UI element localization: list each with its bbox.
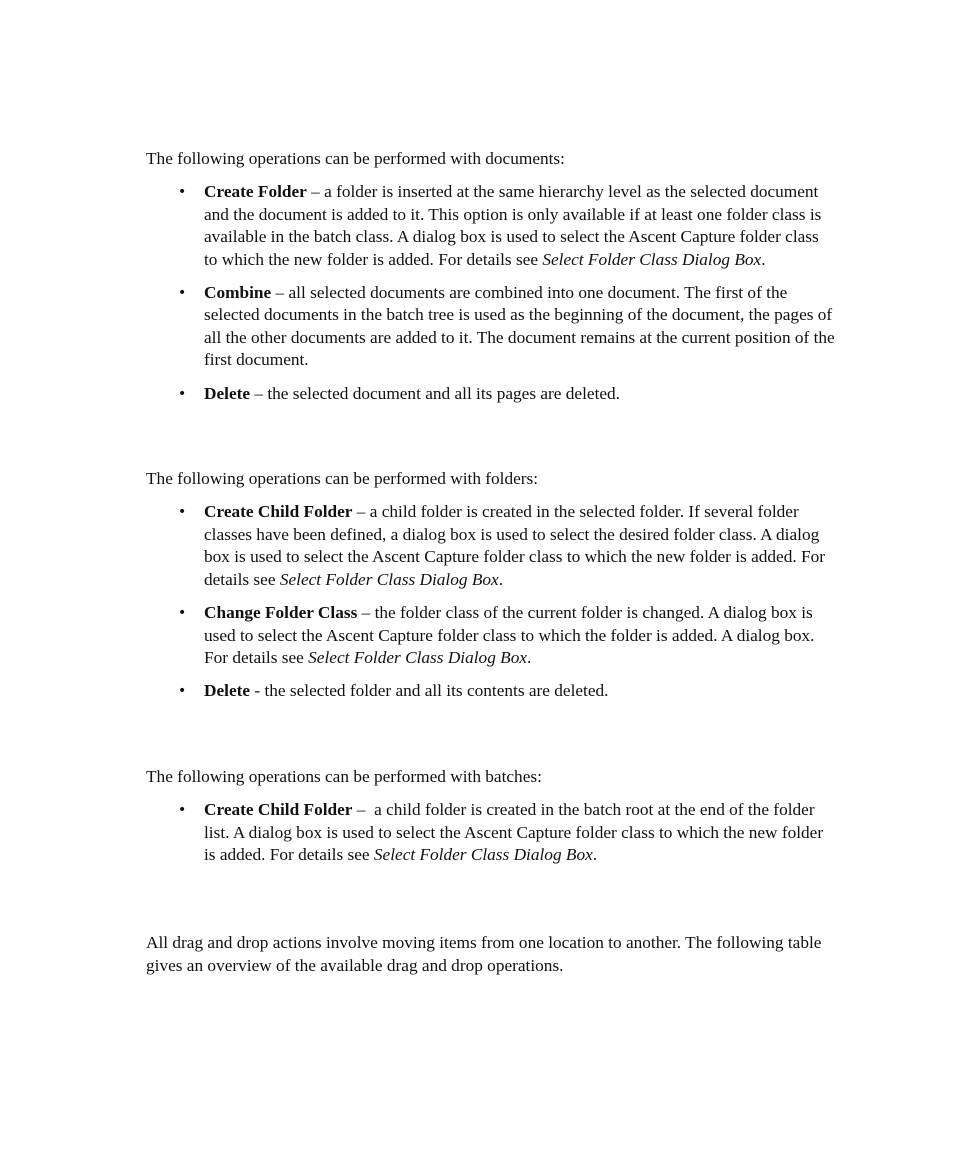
folders-intro: The following operations can be performed with folders: bbox=[146, 469, 539, 489]
operation-term: Create Child Folder bbox=[204, 502, 353, 522]
batches-operations-list bbox=[146, 799, 836, 866]
operation-tail: . bbox=[761, 249, 766, 269]
operation-description: the folder class of the current folder is changed. A dialog box is used to select the Ascent Capture folder class to which the folder is added. A dialog box. For details see bbox=[204, 603, 815, 667]
operation-description: a child folder is created in the selected folder. If several folder classes have been defined, a dialog box is used to select the desired folder class. A dialog box is used to select the Ascent Capture folder class to which the new folder is added. For details see bbox=[204, 502, 826, 589]
operation-term: Delete bbox=[204, 383, 251, 403]
list-item-delete-document bbox=[146, 383, 836, 405]
operation-description: a child folder is created in the batch root at the end of the folder list. A dialog box is used to select the Ascent Capture folder class to which the new folder is added. For details see bbox=[204, 800, 824, 864]
list-item-combine bbox=[146, 282, 836, 372]
list-item-create-child-folder-batch bbox=[146, 799, 836, 866]
bullet-icon: • bbox=[178, 184, 187, 201]
operation-term: Create Child Folder bbox=[204, 800, 353, 820]
bullet-icon: • bbox=[178, 504, 187, 521]
cross-reference: Select Folder Class Dialog Box bbox=[373, 844, 593, 864]
operation-tail: . bbox=[592, 844, 598, 864]
drag-drop-paragraph: All drag and drop actions involve moving items from one location to another. The following table gives an overview of the available drag and drop operations. bbox=[146, 933, 822, 975]
operation-term: Delete bbox=[204, 681, 251, 701]
operation-term: Create Folder bbox=[204, 182, 307, 202]
operation-description: the selected document and all its pages are deleted. bbox=[267, 383, 621, 403]
operation-separator: – bbox=[250, 383, 268, 403]
documents-operations-list bbox=[146, 181, 836, 405]
cross-reference: Select Folder Class Dialog Box bbox=[308, 647, 528, 667]
section-spacer bbox=[146, 416, 836, 468]
bullet-icon: • bbox=[178, 285, 187, 302]
batches-intro: The following operations can be performed with batches: bbox=[146, 766, 542, 786]
operation-separator: – bbox=[352, 800, 375, 820]
operation-separator: – bbox=[271, 283, 289, 303]
operation-term: Change Folder Class bbox=[204, 603, 358, 623]
operation-tail: . bbox=[498, 569, 504, 589]
list-item-change-folder-class bbox=[146, 602, 836, 669]
section-spacer bbox=[146, 877, 836, 932]
list-item-create-child-folder bbox=[146, 501, 836, 591]
folders-operations-list bbox=[146, 501, 836, 702]
bullet-icon: • bbox=[178, 605, 187, 622]
operation-tail: . bbox=[527, 647, 532, 667]
bullet-icon: • bbox=[178, 802, 187, 819]
cross-reference: Select Folder Class Dialog Box bbox=[279, 569, 499, 589]
document-page bbox=[146, 148, 836, 977]
section-spacer bbox=[146, 714, 836, 766]
operation-description: all selected documents are combined into one document. The first of the selected documents in the batch tree is used as the beginning of the document, the pages of all the other documents are added to it. The document remains at the current position of the first document. bbox=[204, 283, 835, 370]
operation-description: a folder is inserted at the same hierarchy level as the selected document and the document is added to it. This option is only available if at least one folder class is available in the batch class. A dialog box is used to select the Ascent Capture folder class to which the new folder is added. For details see bbox=[204, 182, 822, 269]
bullet-icon: • bbox=[178, 385, 187, 402]
documents-intro: The following operations can be performed with documents: bbox=[146, 149, 565, 168]
operation-separator: – bbox=[352, 502, 370, 522]
bullet-icon: • bbox=[178, 683, 187, 700]
operation-separator: – bbox=[306, 182, 325, 202]
cross-reference: Select Folder Class Dialog Box bbox=[542, 249, 762, 269]
list-item-delete-folder bbox=[146, 680, 836, 702]
operation-separator: - bbox=[250, 681, 265, 701]
list-item-create-folder bbox=[146, 181, 836, 271]
operation-term: Combine bbox=[204, 283, 272, 303]
operation-description: the selected folder and all its contents are deleted. bbox=[264, 681, 609, 701]
operation-separator: – bbox=[357, 603, 375, 623]
